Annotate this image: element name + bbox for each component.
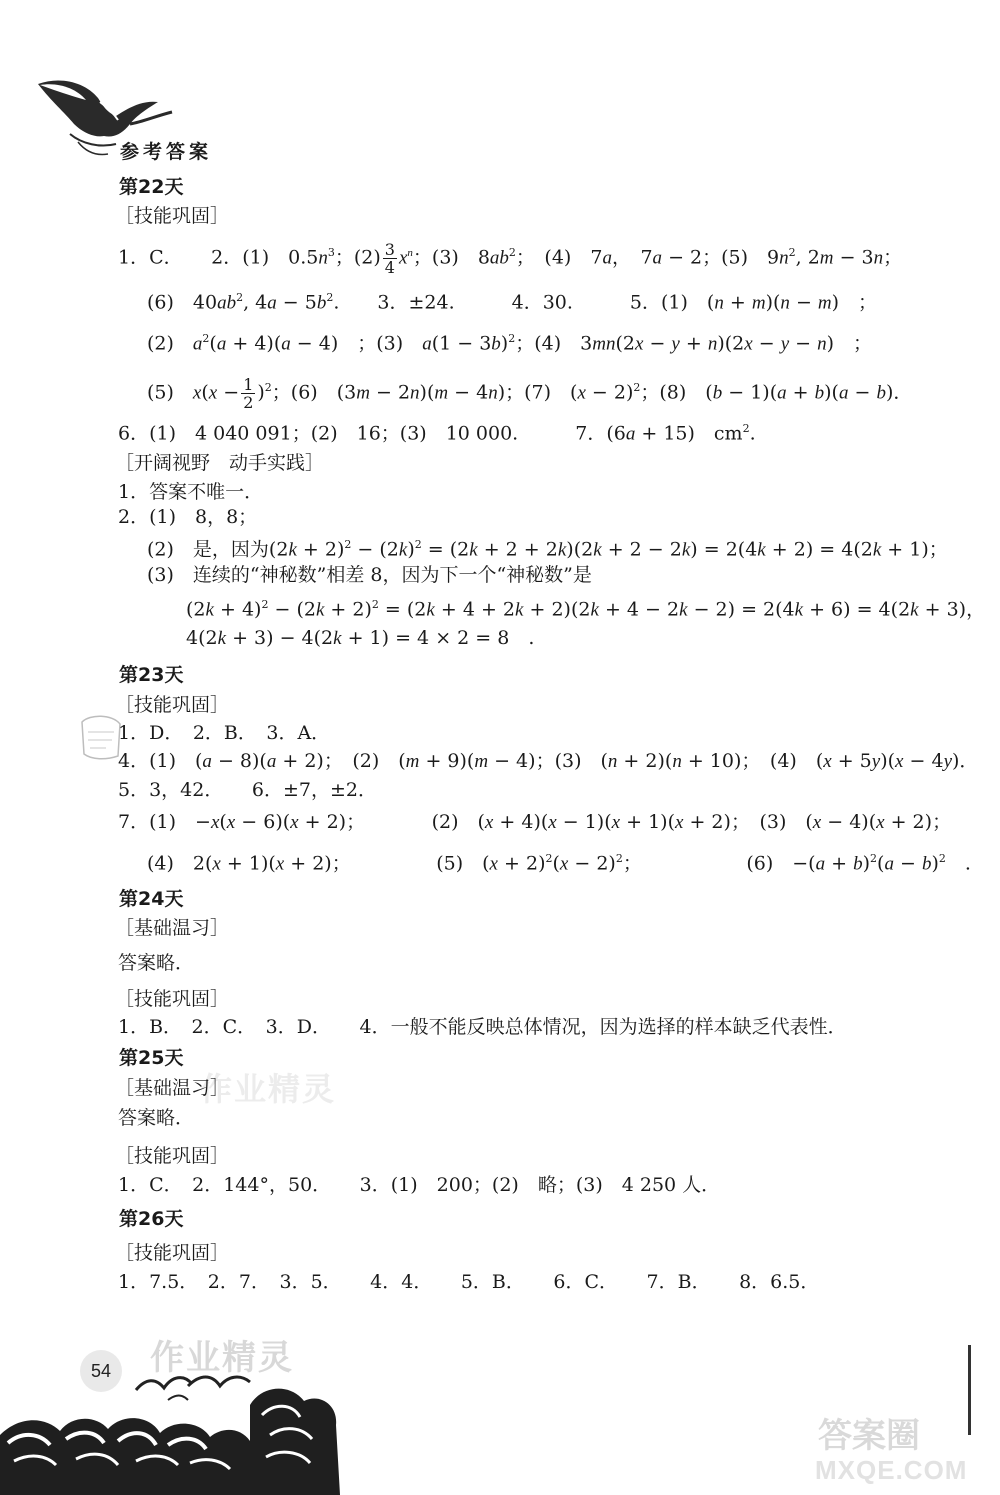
corner-watermark-big: 答案圈	[818, 1416, 920, 1456]
day22-open-line-1: 1．答案不唯一．	[118, 481, 264, 503]
day25-answer-review: 答案略．	[118, 1107, 195, 1129]
day22-section-skills: ［技能巩固］	[115, 205, 230, 227]
day26-title: 第26天	[119, 1208, 184, 1230]
day23-answer-line-2: 4．(1) (a − 8)(a + 2)； (2) (m + 9)(m − 4)；(3) (n + 2)(n + 10)； (4) (x + 5y)(x − 4y)．	[118, 750, 979, 772]
watermark-top: 作业精灵	[200, 1070, 337, 1108]
day22-section-explore: ［开阔视野 动手实践］	[115, 452, 325, 474]
day23-answer-line-3: 5．3，42． 6．±7，±2．	[118, 779, 377, 801]
day22-open-line-4: (3) 连续的“神秘数”相差 8，因为下一个“神秘数”是	[147, 564, 592, 586]
day26-answer-line-1: 1．7.5． 2．7． 3．5． 4．4． 5．B． 6．C． 7．B． 8．6.5．	[118, 1271, 820, 1293]
day22-answer-line-2: (6) $40ab^2$, $4a - 5b^2$. 3．±24. 4．30. 5．(1) (n + m)(n − m) ；	[147, 291, 878, 314]
right-margin-rule	[968, 1345, 971, 1435]
day23-section-skills: ［技能巩固］	[115, 694, 230, 716]
day25-section-skills: ［技能巩固］	[115, 1145, 230, 1167]
day25-section-review: ［基础温习］	[115, 1077, 230, 1099]
day23-answer-line-1: 1．D． 2．B． 3．A．	[118, 722, 331, 744]
day25-answer-line-1: 1．C． 2．144°，50． 3．(1) 200；(2) 略；(3) 4 250 人．	[118, 1174, 721, 1196]
day23-answer-line-4: 7．(1) −x(x − 6)(x + 2)； (2) (x + 4)(x − 1)(x + 1)(x + 2)； (3) (x − 4)(x + 2)；	[118, 811, 952, 833]
day23-answer-line-5: (4) 2(x + 1)(x + 2)； (5) $(x + 2)^2(x - 2)^2$； (6) $-(a + b)^2(a - b)^2$ .	[147, 852, 971, 875]
day24-answer-line-1: 1．B． 2．C． 3．D． 4．一般不能反映总体情况，因为选择的样本缺乏代表性．	[118, 1016, 847, 1038]
watermark-bottom: 作业精灵	[150, 1338, 294, 1378]
stamp-icon	[76, 712, 124, 762]
page-number: 54	[80, 1350, 122, 1392]
day25-title: 第25天	[119, 1047, 184, 1069]
day24-answer-review: 答案略．	[118, 952, 195, 974]
day22-open-line-2: 2．(1) 8，8；	[118, 506, 258, 528]
day22-open-line-3: (2) 是，因为$(2k + 2)^2 - (2k)^2 = (2k + 2 + 2k)(2k + 2 - 2k) = 2(4k + 2) = 4(2k + 1)$；	[147, 538, 948, 561]
day22-answer-line-3: (2) $a^2(a + 4)(a - 4)$ ；(3) $a(1 - 3b)^2$；(4) 3mn(2x − y + n)(2x − y − n) ；	[147, 332, 873, 355]
day22-title: 第22天	[119, 176, 184, 198]
day22-answer-line-5: 6．(1) 4 040 091；(2) 16；(3) 10 000. 7．(6a + 15) $cm^2$.	[118, 422, 756, 445]
day22-open-line-6: 4(2k + 3) − 4(2k + 1) = 4 × 2 = 8 .	[186, 627, 535, 649]
day22-answer-line-1: 1．C． 2．(1) $0.5n^3$；(2) $\frac{3}{4}$ $x^n$；(3) $8ab^2$； (4) 7a， 7a − 2；(5) $9n^2$, 2m − 3n；	[118, 239, 903, 277]
day24-title: 第24天	[119, 888, 184, 910]
day26-section-skills: ［技能巩固］	[115, 1242, 230, 1264]
day24-section-skills: ［技能巩固］	[115, 988, 230, 1010]
logo-title: 参考答案	[120, 141, 213, 163]
day22-answer-line-4: (5) x(x − $\frac{1}{2}$ )$^2$；(6) (3m − 2n)(m − 4n)；(7) $(x - 2)^2$；(8) (b − 1)(a + b)(a − b)．	[147, 374, 913, 412]
day24-section-review: ［基础温习］	[115, 917, 230, 939]
day22-open-line-5: $(2k + 4)^2 - (2k + 2)^2 = (2k + 4 + 2k + 2)(2k + 4 - 2k - 2) = 2(4k + 6) = 4(2k + 3)$，	[186, 598, 986, 621]
day23-title: 第23天	[119, 664, 184, 686]
corner-watermark: MXQE.COM	[815, 1455, 968, 1485]
clouds-decoration-icon	[0, 1365, 340, 1495]
